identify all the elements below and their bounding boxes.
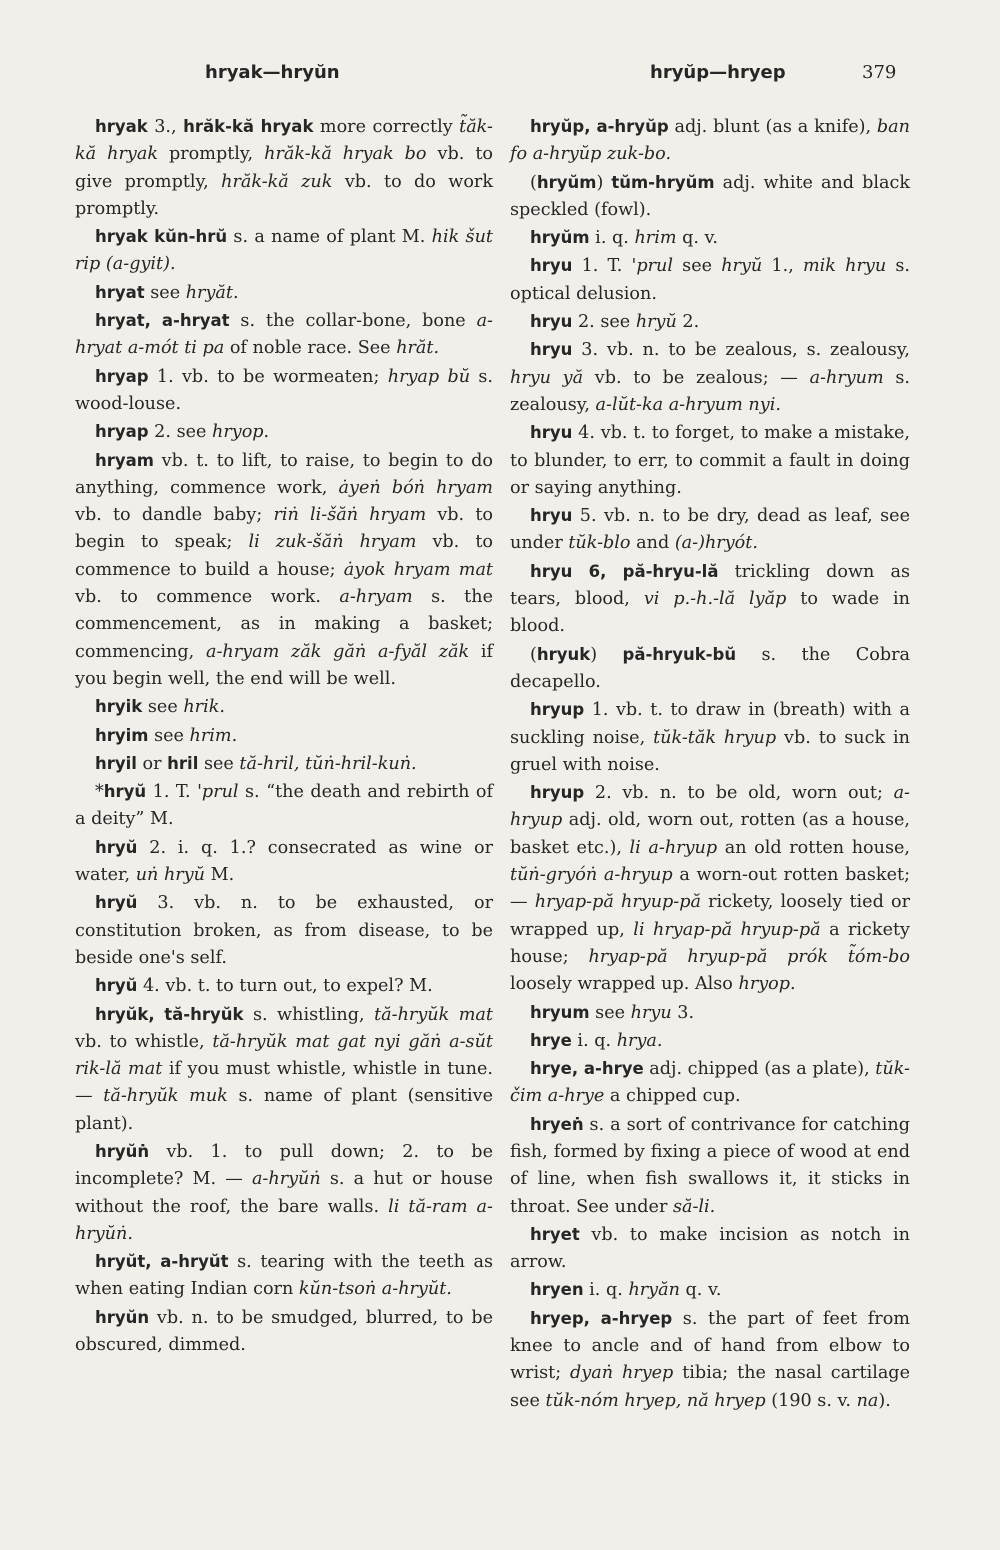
definition-text: ) <box>596 172 612 193</box>
dictionary-entry <box>510 113 910 169</box>
definition-text: s. tearing with the teeth as when eating Indian corn <box>75 1252 493 1300</box>
definition-text: rickety, loosely tied or wrapped up, <box>510 892 910 940</box>
definition-text: vb. t. to lift, to raise, to begin to do anything, commence work, <box>75 450 493 498</box>
headword: hryik <box>95 697 143 717</box>
definition-text: ). <box>878 1390 891 1411</box>
definition-text: vb. to be zealous; — <box>583 367 810 388</box>
italic-term: riṅ li-šăṅ hryam <box>273 505 427 526</box>
headword: hryil <box>95 753 137 773</box>
italic-term: hryap-pă hryup-pă prók t̃óm-bo <box>588 946 911 967</box>
dictionary-entry <box>75 447 493 694</box>
definition-text: s. the collar-bone, bone <box>229 311 477 332</box>
definition-text: q. v. <box>679 1280 722 1301</box>
definition-text: i. q. <box>583 1280 629 1301</box>
dictionary-entry <box>510 224 910 252</box>
definition-text: promptly, <box>158 144 265 165</box>
definition-text: s. whistling, <box>243 1004 375 1025</box>
definition-text: vb. to do work promptly. <box>75 171 493 219</box>
definition-text: M. <box>204 865 235 886</box>
italic-term: hrik. <box>183 697 225 718</box>
dictionary-entry <box>75 418 493 446</box>
definition-text: 2. vb. n. to be old, worn out; <box>584 783 894 804</box>
definition-text: 1. T. <box>572 256 632 277</box>
headword: hryŭp, a-hryŭp <box>530 117 669 136</box>
definition-text: vb. to begin to speak; <box>75 505 493 553</box>
dictionary-entry <box>510 558 910 641</box>
italic-term: ban fo a-hryŭp zuk-bo. <box>510 117 911 165</box>
italic-term: hrim. <box>189 725 238 746</box>
definition-text: i. q. <box>589 228 635 249</box>
dictionary-entry <box>75 1248 493 1304</box>
definition-text: see <box>198 753 240 774</box>
definition-text: to wade in blood. <box>510 589 911 637</box>
dictionary-entry <box>510 169 910 225</box>
dictionary-entry <box>510 999 910 1027</box>
dictionary-entry <box>75 1001 493 1138</box>
italic-term: mik hryu <box>803 256 887 277</box>
definition-text: 1., <box>762 256 803 277</box>
definition-text: 2. <box>676 312 700 333</box>
dictionary-entry <box>510 1055 910 1111</box>
dictionary-entry <box>75 889 493 972</box>
definition-text: s. “the death and rebirth of a deity” M. <box>75 782 493 830</box>
italic-term: 'prul <box>197 782 239 803</box>
headword: hryu <box>530 506 573 526</box>
headword: hryu <box>530 256 573 276</box>
headword: hrăk-kă hryak <box>183 117 314 136</box>
definition-text: a chipped cup. <box>604 1086 741 1107</box>
definition-text: a rickety house; <box>510 919 910 967</box>
italic-term: li a-hryup <box>629 837 718 858</box>
headword: hryu <box>530 423 573 443</box>
dictionary-entry <box>75 1138 493 1248</box>
headword: hryu <box>530 340 573 360</box>
header-right-guide-words: hryŭp—hryep <box>650 62 786 83</box>
dictionary-entry <box>510 641 910 697</box>
definition-text: vb. to make incision as notch in arrow. <box>510 1224 910 1273</box>
italic-term: hryăt. <box>185 282 239 303</box>
italic-term: a-lŭt-ka a-hryum nyi. <box>595 394 781 415</box>
definition-text: vb. 1. to pull down; 2. to be incomplete? M. — <box>75 1141 493 1190</box>
dictionary-entry <box>75 972 493 1000</box>
definition-text: if you begin well, the end will be well. <box>75 641 493 689</box>
italic-term: a-hryam zăk găṅ a-fyăl zăk <box>205 641 470 662</box>
dictionary-entry <box>510 1111 910 1221</box>
italic-term: hrăk-kă hryak bo <box>264 144 427 165</box>
headword: hryŭm <box>536 172 597 192</box>
definition-text: adj. chipped (as a plate), <box>643 1059 876 1080</box>
headword: hryeṅ <box>530 1114 584 1134</box>
italic-term: na <box>856 1390 879 1411</box>
dictionary-entry <box>510 1276 910 1304</box>
headword: hryu 6, pă-hryu-lă <box>530 561 719 581</box>
headword: hryŭ <box>95 837 138 857</box>
headword: hryat, a-hryat <box>95 311 230 331</box>
definition-text: 5. vb. n. to be dry, dead as leaf, see under <box>510 506 910 554</box>
dictionary-entry <box>510 779 910 998</box>
italic-term: hrim <box>634 228 677 249</box>
definition-text: see <box>672 256 722 277</box>
italic-term: li hryap-pă hryup-pă <box>633 919 821 940</box>
definition-text: 1. T. <box>146 782 198 803</box>
definition-text: vb. to whistle, <box>75 1031 213 1052</box>
definition-text: more correctly <box>313 117 460 137</box>
italic-term: a-hryat a-mót ti pa <box>75 311 493 359</box>
headword: hryŭk, tă-hryŭk <box>95 1004 244 1024</box>
definition-text: 3., <box>147 117 184 137</box>
headword: hryak <box>95 117 148 136</box>
left-column <box>75 113 493 1359</box>
headword: hryak kŭn-hrŭ <box>95 227 228 247</box>
headword: hryŭ <box>103 782 147 802</box>
italic-term: a-hryum <box>809 367 884 388</box>
italic-term: hrăt. <box>396 338 440 359</box>
definition-text: an old rotten house, <box>717 837 911 858</box>
definition-text: (190 s. v. <box>765 1390 857 1411</box>
dictionary-entry <box>510 308 910 336</box>
definition-text: ( <box>530 172 537 193</box>
definition-text: vb. to suck in gruel with noise. <box>510 727 910 775</box>
headword: hryŭ <box>95 893 138 913</box>
headword: hrye <box>530 1030 572 1050</box>
definition-text: s. a name of plant M. <box>227 227 432 248</box>
definition-text: q. v. <box>676 228 718 249</box>
definition-text: vb. to give promptly, <box>75 144 493 192</box>
dictionary-entry <box>75 693 493 721</box>
headword: hryup <box>530 783 585 803</box>
italic-term: hryu <box>630 1002 672 1023</box>
headword: hrye, a-hrye <box>530 1059 644 1079</box>
definition-text: if you must whistle, whistle in tune. — <box>75 1059 493 1107</box>
dictionary-entry <box>75 750 493 778</box>
italic-term: hryu yă <box>510 367 584 388</box>
definition-text: 1. vb. to be wormeaten; <box>148 366 388 387</box>
headword: hril <box>167 753 199 773</box>
italic-term: tă-hryŭk mat <box>374 1004 493 1025</box>
definition-text: s. the Cobra decapello. <box>510 644 910 692</box>
definition-text: or <box>136 753 168 774</box>
italic-term: hryop. <box>212 422 270 443</box>
dictionary-entry <box>510 1305 910 1415</box>
dictionary-entry <box>75 113 493 223</box>
italic-term: tŭk-nóm hryep, nă hryep <box>545 1390 766 1411</box>
definition-text: adj. blunt (as a knife), <box>668 117 877 137</box>
definition-text: s. a hut or house without the roof, the bare walls. <box>75 1169 493 1217</box>
italic-term: hrya. <box>616 1030 663 1051</box>
italic-term: ȧyeṅ bóṅ hryam <box>338 477 493 498</box>
definition-text: trickling down as tears, blood, <box>510 561 910 610</box>
italic-term: tă-hryŭk muk <box>103 1086 228 1107</box>
dictionary-entry <box>510 252 910 308</box>
italic-term: 'prul <box>631 256 673 277</box>
definition-text: adj. white and black speckled (fowl). <box>510 172 910 220</box>
dictionary-entry <box>510 1027 910 1055</box>
italic-term: hrăk-kă zuk <box>221 171 333 192</box>
italic-term: a-hryam <box>339 587 413 608</box>
definition-text: 2. see <box>572 312 636 333</box>
italic-term: hryop. <box>738 974 796 995</box>
italic-term: kŭn-tsoṅ a-hryŭt. <box>298 1279 452 1300</box>
definition-text: vb. to commence work. <box>75 587 340 608</box>
definition-text: 4. vb. t. to turn out, to expel? M. <box>137 976 433 997</box>
definition-text: see <box>144 282 186 303</box>
headword: hryup <box>530 700 585 720</box>
definition-text: ) <box>590 644 623 665</box>
italic-term: tŭk-tăk hryup <box>653 727 777 748</box>
headword: hryŭn <box>95 1307 150 1327</box>
definition-text: adj. old, worn out, rotten (as a house, basket etc.), <box>510 810 910 858</box>
definition-text: * <box>95 782 104 803</box>
italic-term: a-hryŭṅ <box>251 1169 321 1190</box>
headword: hryuk <box>536 644 591 664</box>
headword: hryap <box>95 366 149 386</box>
italic-term: tŭk-čim a-hrye <box>510 1059 910 1107</box>
italic-term: a-hryup <box>510 783 910 831</box>
page-number: 379 <box>862 62 897 83</box>
headword: hryat <box>95 282 145 302</box>
dictionary-entry <box>510 419 910 502</box>
headword: hryet <box>530 1224 580 1244</box>
dictionary-entry <box>75 279 493 307</box>
headword: hryen <box>530 1280 584 1300</box>
definition-text: vb. n. to be smudged, blurred, to be obscured, dimmed. <box>75 1307 493 1356</box>
italic-term: vi p.-h.-lă lyăp <box>643 589 787 610</box>
dictionary-entry <box>75 1304 493 1360</box>
italic-term: să-li. <box>672 1196 716 1217</box>
definition-text: ( <box>530 644 537 665</box>
italic-term: li tă-ram a-hryŭṅ. <box>75 1196 493 1244</box>
definition-text: 3. vb. n. to be exhausted, or constitution broken, as from disease, to be beside one's self. <box>75 893 493 968</box>
definition-text: see <box>148 725 190 746</box>
definition-text: vb. to commence to build a house; <box>75 532 493 580</box>
italic-term: tă-hryŭk mat gat nyi găṅ a-sŭt rik-lă mat <box>75 1031 493 1080</box>
definition-text: a worn-out rotten basket; — <box>510 865 910 913</box>
definition-text: s. zealousy, <box>510 367 910 415</box>
headword: tŭm-hryŭm <box>611 172 715 192</box>
dictionary-entry <box>510 1221 910 1277</box>
definition-text: s. a sort of contrivance for catching fish, formed by fixing a piece of wood at end of line, when fish swallows it, it sticks in throat. See under <box>510 1114 910 1217</box>
definition-text: 3. vb. n. to be zealous, s. zealousy, <box>572 340 910 361</box>
italic-term: ȧyok hryam mat <box>343 559 494 580</box>
italic-term: uṅ hryŭ <box>135 865 205 886</box>
definition-text: 2. i. q. 1.? consecrated as wine or water, <box>75 837 493 886</box>
definition-text: s. name of plant (sensitive plant). <box>75 1086 493 1134</box>
definition-text: s. the part of feet from knee to ancle and of hand from elbow to wrist; <box>510 1308 910 1384</box>
dictionary-entry <box>75 778 493 834</box>
headword: hryep, a-hryep <box>530 1308 673 1328</box>
definition-text: 4. vb. t. to forget, to make a mistake, to blunder, to err, to commit a fault in doing or saying anything. <box>510 423 910 498</box>
headword: hryŭ <box>95 976 138 996</box>
headword: hryŭṅ <box>95 1141 150 1161</box>
italic-term: li zuk-šăṅ hryam <box>248 532 417 553</box>
definition-text: see <box>142 697 184 718</box>
headword: hryam <box>95 450 154 470</box>
headword: hryap <box>95 422 149 442</box>
italic-term: t̃ăk-kă hryak <box>75 117 493 165</box>
dictionary-entry <box>75 834 493 890</box>
italic-term: tă-hril, tŭṅ-hril-kuṅ. <box>239 753 417 774</box>
definition-text: see <box>589 1002 631 1023</box>
definition-text: 2. see <box>148 422 213 443</box>
header-left-guide-words: hryak—hryŭn <box>205 62 340 83</box>
dictionary-entry <box>75 223 493 279</box>
headword: hryŭt, a-hryŭt <box>95 1252 229 1272</box>
italic-term: hryăn <box>628 1280 680 1301</box>
italic-term: tŭk-blo <box>568 533 631 554</box>
definition-text: vb. to dandle baby; <box>75 505 274 526</box>
definition-text: s. optical delusion. <box>510 256 911 304</box>
definition-text: 3. <box>671 1002 695 1023</box>
italic-term: dyaṅ hryep <box>570 1363 674 1384</box>
definition-text: tibia; the nasal cartilage see <box>510 1363 910 1411</box>
dictionary-entry <box>510 336 910 419</box>
headword: hryim <box>95 725 149 745</box>
definition-text: i. q. <box>571 1030 617 1051</box>
definition-text: 1. vb. t. to draw in (breath) with a suckling noise, <box>510 700 910 748</box>
dictionary-entry <box>510 696 910 779</box>
dictionary-entry <box>75 307 493 363</box>
definition-text: s. the commencement, as in making a basket; commencing, <box>75 587 493 662</box>
headword: pă-hryuk-bŭ <box>622 644 737 664</box>
italic-term: hryap-pă hryup-pă <box>534 892 701 913</box>
dictionary-entry <box>75 722 493 750</box>
definition-text: and <box>630 533 675 554</box>
definition-text: s. wood-louse. <box>75 366 494 414</box>
definition-text: loosely wrapped up. Also <box>510 974 739 995</box>
right-column <box>510 113 910 1415</box>
italic-term: (a-)hryót. <box>674 533 758 554</box>
running-header <box>0 62 1000 90</box>
italic-term: hryŭ <box>635 312 677 333</box>
italic-term: hryap bŭ <box>387 366 471 387</box>
italic-term: hryŭ <box>721 256 763 277</box>
italic-term: hik šut rip (a-gyit). <box>75 227 493 275</box>
headword: hryŭm <box>530 228 590 248</box>
dictionary-entry <box>75 363 493 419</box>
definition-text: of noble race. See <box>224 338 397 359</box>
headword: hryu <box>530 312 573 332</box>
headword: hryum <box>530 1002 590 1022</box>
dictionary-entry <box>510 502 910 558</box>
italic-term: tŭṅ-gryóṅ a-hryup <box>510 865 673 886</box>
